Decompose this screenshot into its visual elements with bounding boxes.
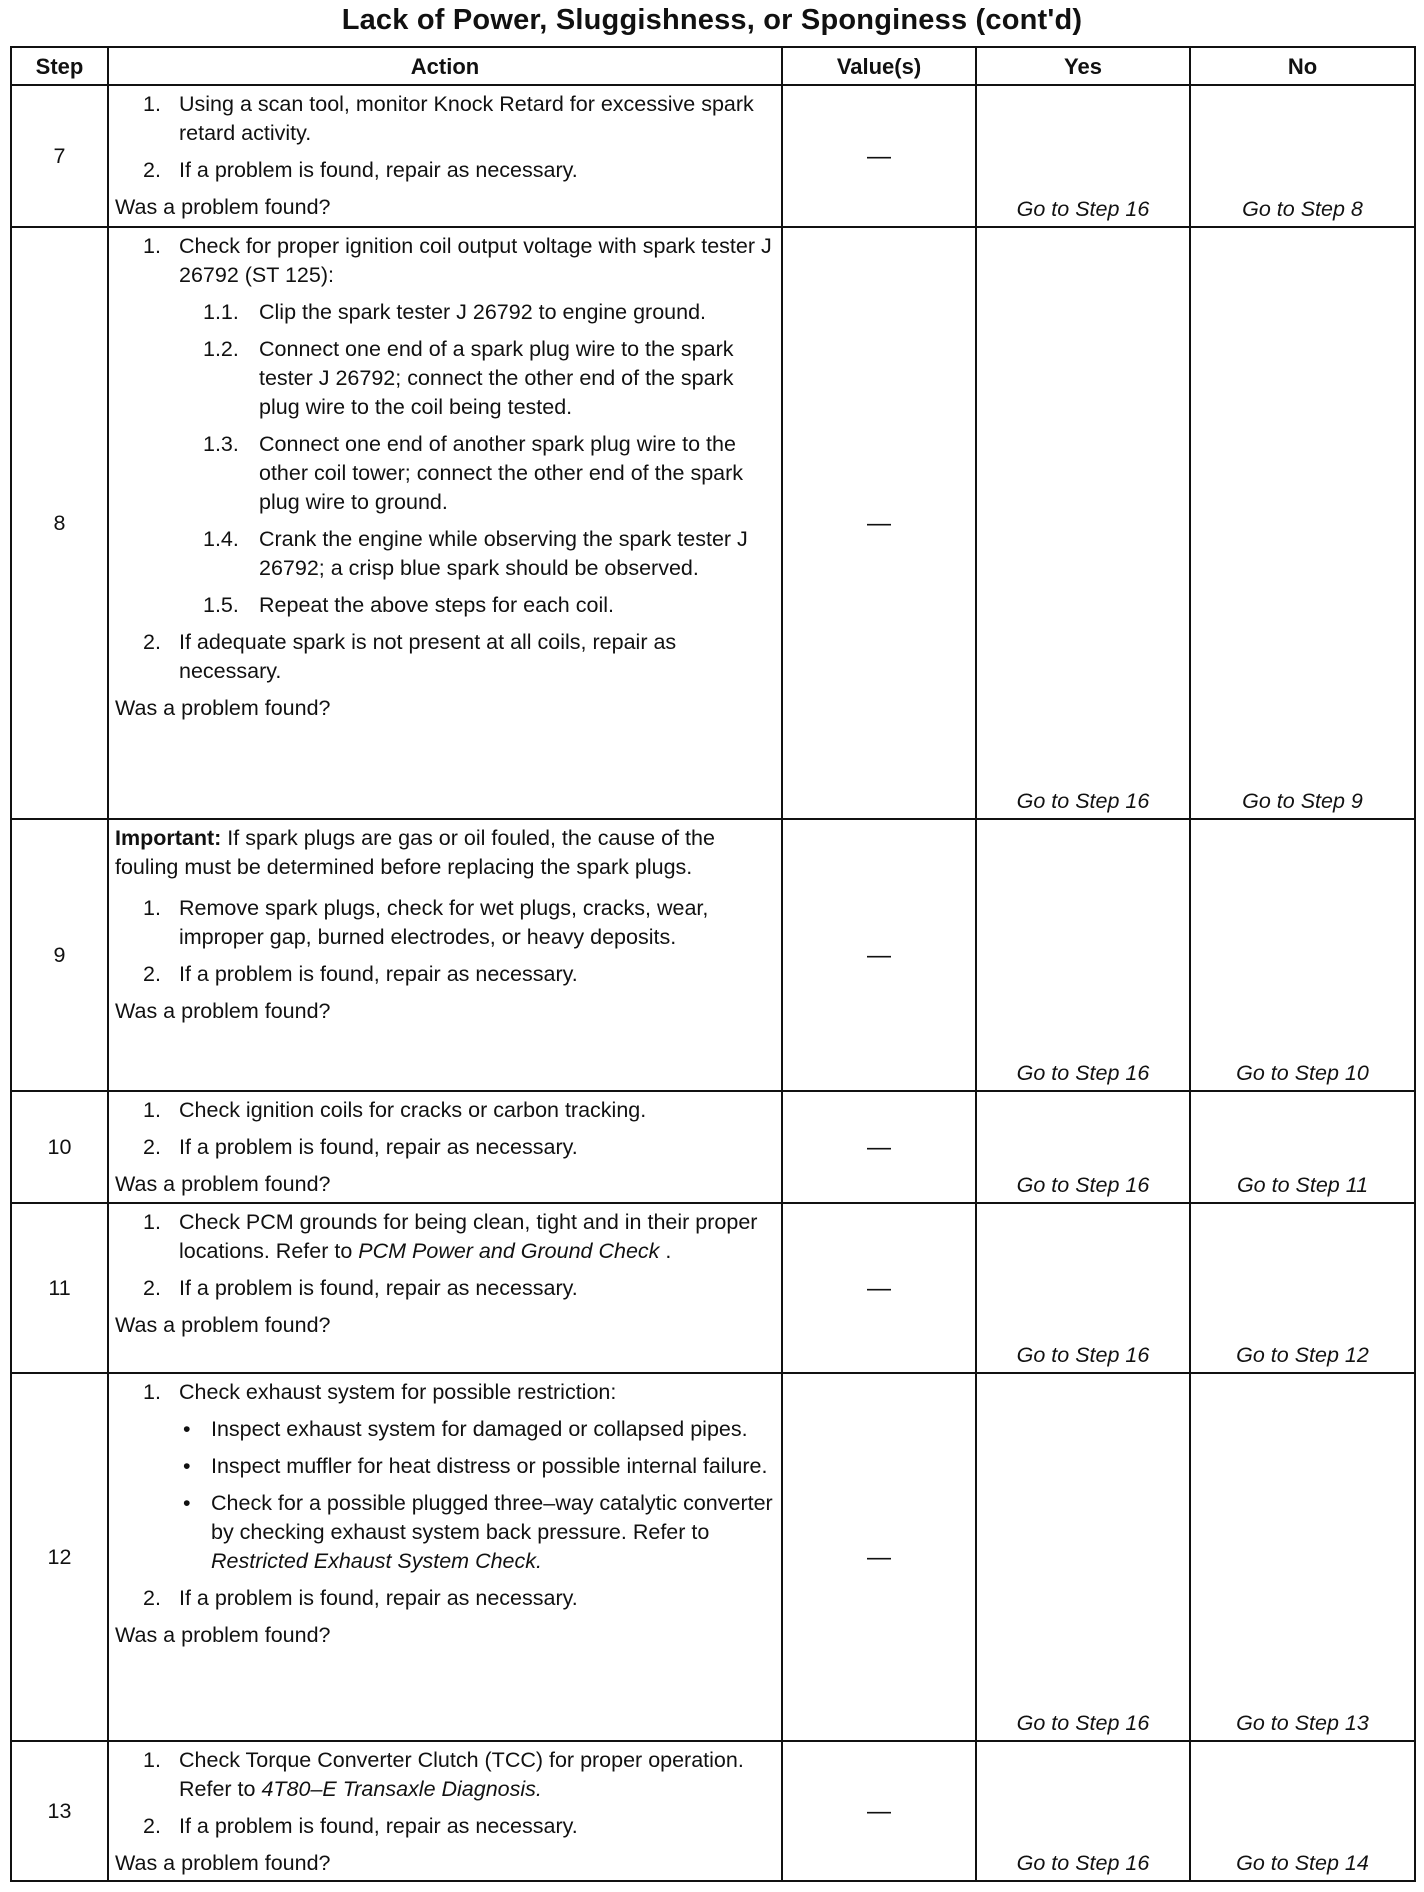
yes-cell: Go to Step 16: [976, 85, 1190, 227]
header-step: Step: [11, 47, 108, 85]
step-number: 7: [11, 85, 108, 227]
sub-list-item: 1.5. Repeat the above steps for each coil.: [203, 593, 614, 617]
yes-cell: Go to Step 16: [976, 819, 1190, 1091]
yes-cell: Go to Step 16: [976, 1373, 1190, 1741]
list-item: 2. If a problem is found, repair as necessary.: [143, 1586, 578, 1610]
step-number: 8: [11, 227, 108, 819]
question-text: Was a problem found?: [115, 999, 331, 1023]
no-cell: Go to Step 13: [1190, 1373, 1415, 1741]
no-cell: Go to Step 10: [1190, 819, 1415, 1091]
no-cell: Go to Step 14: [1190, 1741, 1415, 1881]
sub-list-item: 1.3. Connect one end of another spark plug wire to the other coil tower; connect the other end of the spark plug wire to ground.: [203, 432, 744, 514]
action-cell: [108, 1203, 782, 1373]
table-row-step-11: [11, 1203, 1415, 1373]
list-item: 1. Remove spark plugs, check for wet plugs, cracks, wear, improper gap, burned electrodes, or heavy deposits.: [143, 896, 709, 949]
value-cell: —: [782, 1203, 976, 1373]
step-number: 9: [11, 819, 108, 1091]
list-item: 1. Check for proper ignition coil output voltage with spark tester J 26792 (ST 125):: [143, 234, 772, 287]
step-number: 11: [11, 1203, 108, 1373]
action-cell: [108, 1373, 782, 1741]
important-note: Important: If spark plugs are gas or oil fouled, the cause of the fouling must be determined before replacing the spark plugs.: [115, 826, 715, 879]
bullet-item: • Inspect muffler for heat distress or possible internal failure.: [183, 1454, 768, 1478]
list-item: 1. Check Torque Converter Clutch (TCC) for proper operation. Refer to 4T80–E Transaxle Diagnosis.: [143, 1748, 744, 1801]
list-item: 1. Check PCM grounds for being clean, tight and in their proper locations. Refer to PCM Power and Ground Check .: [143, 1210, 758, 1263]
table-row-step-9: [11, 819, 1415, 1091]
header-row: [11, 47, 1415, 85]
reference-link: Restricted Exhaust System Check.: [211, 1549, 542, 1573]
question-text: Was a problem found?: [115, 1172, 331, 1196]
header-no: No: [1190, 47, 1415, 85]
action-cell: [108, 1741, 782, 1881]
question-text: Was a problem found?: [115, 195, 331, 219]
list-item: 2. If a problem is found, repair as necessary.: [143, 158, 578, 182]
table-row-step-7: [11, 85, 1415, 227]
value-cell: —: [782, 819, 976, 1091]
step-number: 12: [11, 1373, 108, 1741]
action-cell: [108, 85, 782, 227]
table-row-step-10: [11, 1091, 1415, 1203]
header-yes: Yes: [976, 47, 1190, 85]
reference-link: 4T80–E Transaxle Diagnosis.: [261, 1777, 542, 1801]
list-item: 2. If adequate spark is not present at all coils, repair as necessary.: [143, 630, 677, 683]
list-item: 2. If a problem is found, repair as necessary.: [143, 962, 578, 986]
bullet-item: • Inspect exhaust system for damaged or collapsed pipes.: [183, 1417, 748, 1441]
list-item: 2. If a problem is found, repair as necessary.: [143, 1276, 578, 1300]
step-number: 10: [11, 1091, 108, 1203]
step-number: 13: [11, 1741, 108, 1881]
no-cell: Go to Step 11: [1190, 1091, 1415, 1203]
value-cell: —: [782, 227, 976, 819]
important-label: Important:: [115, 826, 222, 850]
value-cell: —: [782, 1091, 976, 1203]
diagnostic-table: [10, 46, 1416, 1882]
value-cell: —: [782, 85, 976, 227]
question-text: Was a problem found?: [115, 1313, 331, 1337]
action-cell: [108, 227, 782, 819]
table-row-step-13: [11, 1741, 1415, 1881]
yes-cell: Go to Step 16: [976, 1741, 1190, 1881]
list-item: 1. Check ignition coils for cracks or carbon tracking.: [143, 1098, 647, 1122]
action-cell: [108, 819, 782, 1091]
question-text: Was a problem found?: [115, 1623, 331, 1647]
question-text: Was a problem found?: [115, 1851, 331, 1875]
yes-cell: Go to Step 16: [976, 1203, 1190, 1373]
list-item: 2. If a problem is found, repair as necessary.: [143, 1814, 578, 1838]
yes-cell: Go to Step 16: [976, 227, 1190, 819]
header-values: Value(s): [782, 47, 976, 85]
list-item: 2. If a problem is found, repair as necessary.: [143, 1135, 578, 1159]
value-cell: —: [782, 1741, 976, 1881]
table-row-step-8: [11, 227, 1415, 819]
value-cell: —: [782, 1373, 976, 1741]
header-action: Action: [108, 47, 782, 85]
page-title: Lack of Power, Sluggishness, or Sponginess (cont'd): [341, 4, 1083, 36]
no-cell: Go to Step 12: [1190, 1203, 1415, 1373]
sub-list-item: 1.1. Clip the spark tester J 26792 to engine ground.: [203, 300, 707, 324]
sub-list-item: 1.4. Crank the engine while observing the spark tester J 26792; a crisp blue spark should be observed.: [203, 527, 748, 580]
no-cell: Go to Step 8: [1190, 85, 1415, 227]
list-item: 1. Check exhaust system for possible restriction:: [143, 1380, 617, 1404]
list-item: 1. Using a scan tool, monitor Knock Retard for excessive spark retard activity.: [143, 92, 754, 145]
table-row-step-12: [11, 1373, 1415, 1741]
reference-link: PCM Power and Ground Check: [358, 1239, 660, 1263]
action-cell: [108, 1091, 782, 1203]
bullet-item: • Check for a possible plugged three–way catalytic converter by checking exhaust system back pressure. Refer to Restricted Exhaust System Check.: [183, 1491, 773, 1573]
yes-cell: Go to Step 16: [976, 1091, 1190, 1203]
question-text: Was a problem found?: [115, 696, 331, 720]
sub-list-item: 1.2. Connect one end of a spark plug wire to the spark tester J 26792; connect the other end of the spark plug wire to the coil being tested.: [203, 337, 734, 419]
no-cell: Go to Step 9: [1190, 227, 1415, 819]
